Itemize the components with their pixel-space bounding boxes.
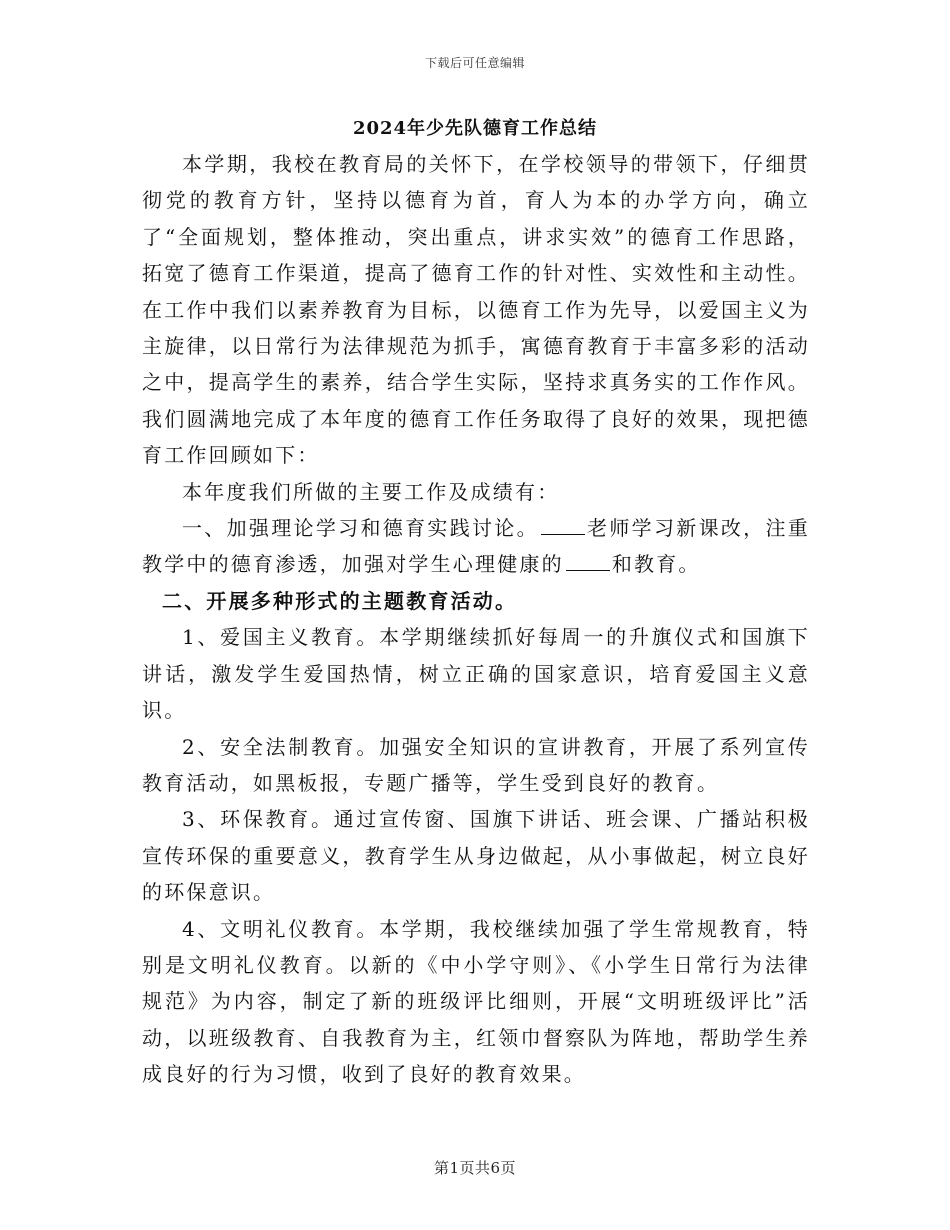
section-1-text: 老师学习新课改，注重教学中的德育渗透，加强对学生心理健康的 <box>142 516 810 577</box>
section-2-heading: 二、开展多种形式的主题教育活动。 <box>162 588 518 613</box>
list-item-safety: 2、安全法制教育。加强安全知识的宣讲教育，开展了系列宣传教育活动，如黑板报，专题广播等，学生受到良好的教育。 <box>142 734 810 795</box>
section-1-heading: 一、加强理论学习和德育实践讨论。 <box>182 516 539 541</box>
list-item-patriotism: 1、爱国主义教育。本学期继续抓好每周一的升旗仪式和国旗下讲话，激发学生爱国热情，树立正确的国家意识，培育爱国主义意识。 <box>142 625 810 723</box>
list-item-environment: 3、环保教育。通过宣传窗、国旗下讲话、班会课、广播站积极宣传环保的重要意义，教育学生从身边做起，从小事做起，树立良好的环保意识。 <box>142 807 810 905</box>
header-note: 下载后可任意编辑 <box>424 56 525 70</box>
fill-in-blank <box>566 552 610 571</box>
summary-lead-paragraph: 本年度我们所做的主要工作及成绩有： <box>182 479 560 504</box>
intro-paragraph: 本学期，我校在教育局的关怀下，在学校领导的带领下，仔细贯彻党的教育方针，坚持以德育为首，育人为本的办学方向，确立了“全面规划，整体推动，突出重点，讲求实效”的德育工作思路，拓宽了德育工作渠道，提高了德育工作的针对性、实效性和主动性。在工作中我们以素养教育为目标，以德育工作为先导，以爱国主义为主旋律，以日常行为法律规范为抓手，寓德育教育于丰富多彩的活动之中，提高学生的素养，结合学生实际，坚持求真务实的工作作风。我们圆满地完成了本年度的德育工作任务取得了良好的效果，现把德育工作回顾如下： <box>142 152 810 468</box>
section-1-paragraph <box>142 510 810 583</box>
page-number: 第1页共6页 <box>433 1159 517 1177</box>
list-item-etiquette: 4、文明礼仪教育。本学期，我校继续加强了学生常规教育，特别是文明礼仪教育。以新的《中小学守则》、《小学生日常行为法律规范》为内容，制定了新的班级评比细则，开展“文明班级评比”活动，以班级教育、自我教育为主，红领巾督察队为阵地，帮助学生养成良好的行为习惯，收到了良好的教育效果。 <box>142 916 810 1087</box>
document-body <box>142 146 810 1093</box>
fill-in-blank <box>541 516 585 535</box>
document-title: 2024年少先队德育工作总结 <box>352 118 598 139</box>
section-1-text-end: 和教育。 <box>611 552 701 577</box>
